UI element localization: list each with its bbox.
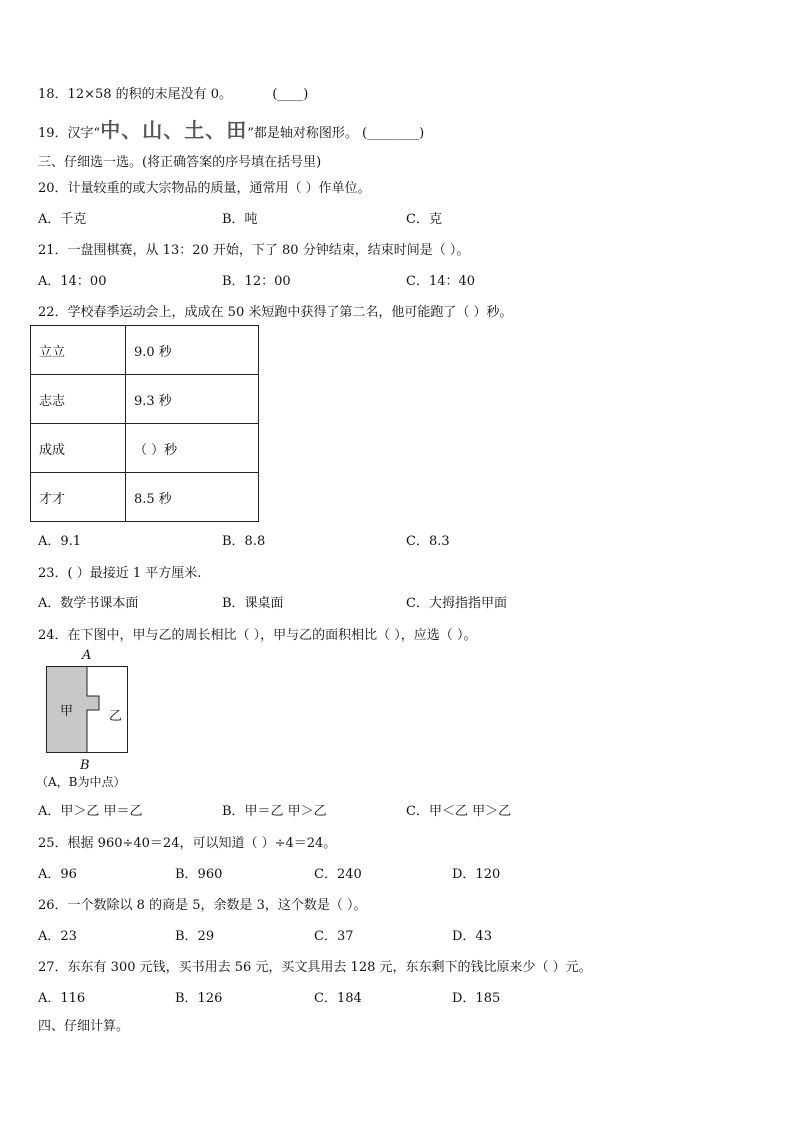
q27-option-c: C．184 <box>314 991 362 1006</box>
q26-option-d: D．43 <box>452 929 492 944</box>
section-3-heading: 三、仔细选一选。(将正确答案的序号填在括号里) <box>38 155 322 170</box>
table-cell-name: 立立 <box>31 326 126 375</box>
q27-option-d: D．185 <box>452 991 501 1006</box>
q26-option-c: C．37 <box>314 929 354 944</box>
table-cell-time: 9.0 秒 <box>126 326 259 375</box>
q25-option-b: B．960 <box>175 867 223 882</box>
q25-option-c: C．240 <box>314 867 362 882</box>
region-yi-label: 乙 <box>109 709 123 724</box>
q22-option-a: A．9.1 <box>38 534 82 549</box>
q26-text: 26．一个数除以 8 的商是 5，余数是 3，这个数是（ ）。 <box>38 898 367 913</box>
point-a-label: A <box>82 648 92 663</box>
point-b-label: B <box>80 758 90 773</box>
q21-option-b: B．12：00 <box>222 274 291 289</box>
q27-text: 27．东东有 300 元钱，买书用去 56 元，买文具用去 128 元，东东剩下的钱比原来少（ ）元。 <box>38 960 592 975</box>
q24-option-a: A．甲＞乙 甲＝乙 <box>38 804 143 819</box>
q19-chars: 中、山、土、田 <box>100 118 248 142</box>
q23-text: 23．( ）最接近 1 平方厘米. <box>38 566 202 581</box>
q25-text: 25．根据 960÷40＝24，可以知道（ ）÷4＝24。 <box>38 836 337 851</box>
q24-text: 24．在下图中，甲与乙的周长相比（ ），甲与乙的面积相比（ ），应选（ ）。 <box>38 628 477 643</box>
table-cell-time: 8.5 秒 <box>126 473 259 522</box>
q25-option-d: D．120 <box>452 867 501 882</box>
table-cell-time: 9.3 秒 <box>126 375 259 424</box>
q18-blank: (____) <box>272 87 309 102</box>
q23-option-a: A．数学书课本面 <box>38 596 139 611</box>
table-row <box>31 473 259 522</box>
q22-option-c: C．8.3 <box>406 534 450 549</box>
q27-option-a: A．116 <box>38 991 86 1006</box>
table-row <box>31 375 259 424</box>
region-jia-label: 甲 <box>60 704 74 719</box>
q19-post: ”都是轴对称图形。 <box>247 126 358 141</box>
q20-text: 20．计量较重的或大宗物品的质量，通常用（ ）作单位。 <box>38 181 371 196</box>
q23-option-b: B．课桌面 <box>222 596 284 611</box>
q19-pre: 19．汉字“ <box>38 126 101 141</box>
q22-option-b: B．8.8 <box>222 534 266 549</box>
q22-text: 22．学校春季运动会上，成成在 50 米短跑中获得了第二名，他可能跑了（ ）秒。 <box>38 305 513 320</box>
q18 <box>38 83 308 102</box>
q19 <box>38 114 424 143</box>
table-cell-name: 志志 <box>31 375 126 424</box>
table-cell-time: （ ）秒 <box>126 424 259 473</box>
q19-blank: (________) <box>362 126 425 141</box>
q20-option-a: A．千克 <box>38 212 87 227</box>
section-4-heading: 四、仔细计算。 <box>38 1019 130 1034</box>
q24-option-b: B．甲＝乙 甲＞乙 <box>222 804 327 819</box>
q26-option-a: A．23 <box>38 929 77 944</box>
q22-table <box>30 325 259 522</box>
q25-option-a: A．96 <box>38 867 77 882</box>
q21-text: 21．一盘围棋赛，从 13：20 开始，下了 80 分钟结束，结束时间是（ ）。 <box>38 243 470 258</box>
q23-option-c: C．大拇指指甲面 <box>406 596 507 611</box>
q21-option-c: C．14：40 <box>406 274 476 289</box>
q18-text: 18．12×58 的积的末尾没有 0。 <box>38 87 233 102</box>
q26-option-b: B．29 <box>175 929 215 944</box>
q20-option-c: C．克 <box>406 212 442 227</box>
q27-option-b: B．126 <box>175 991 223 1006</box>
q24-figure <box>36 648 156 788</box>
table-cell-name: 才才 <box>31 473 126 522</box>
table-row <box>31 424 259 473</box>
q20-option-b: B．吨 <box>222 212 258 227</box>
q24-caption: （A，B为中点） <box>36 775 126 789</box>
table-cell-name: 成成 <box>31 424 126 473</box>
table-row <box>31 326 259 375</box>
q21-option-a: A．14：00 <box>38 274 107 289</box>
q24-option-c: C．甲＜乙 甲＞乙 <box>406 804 512 819</box>
